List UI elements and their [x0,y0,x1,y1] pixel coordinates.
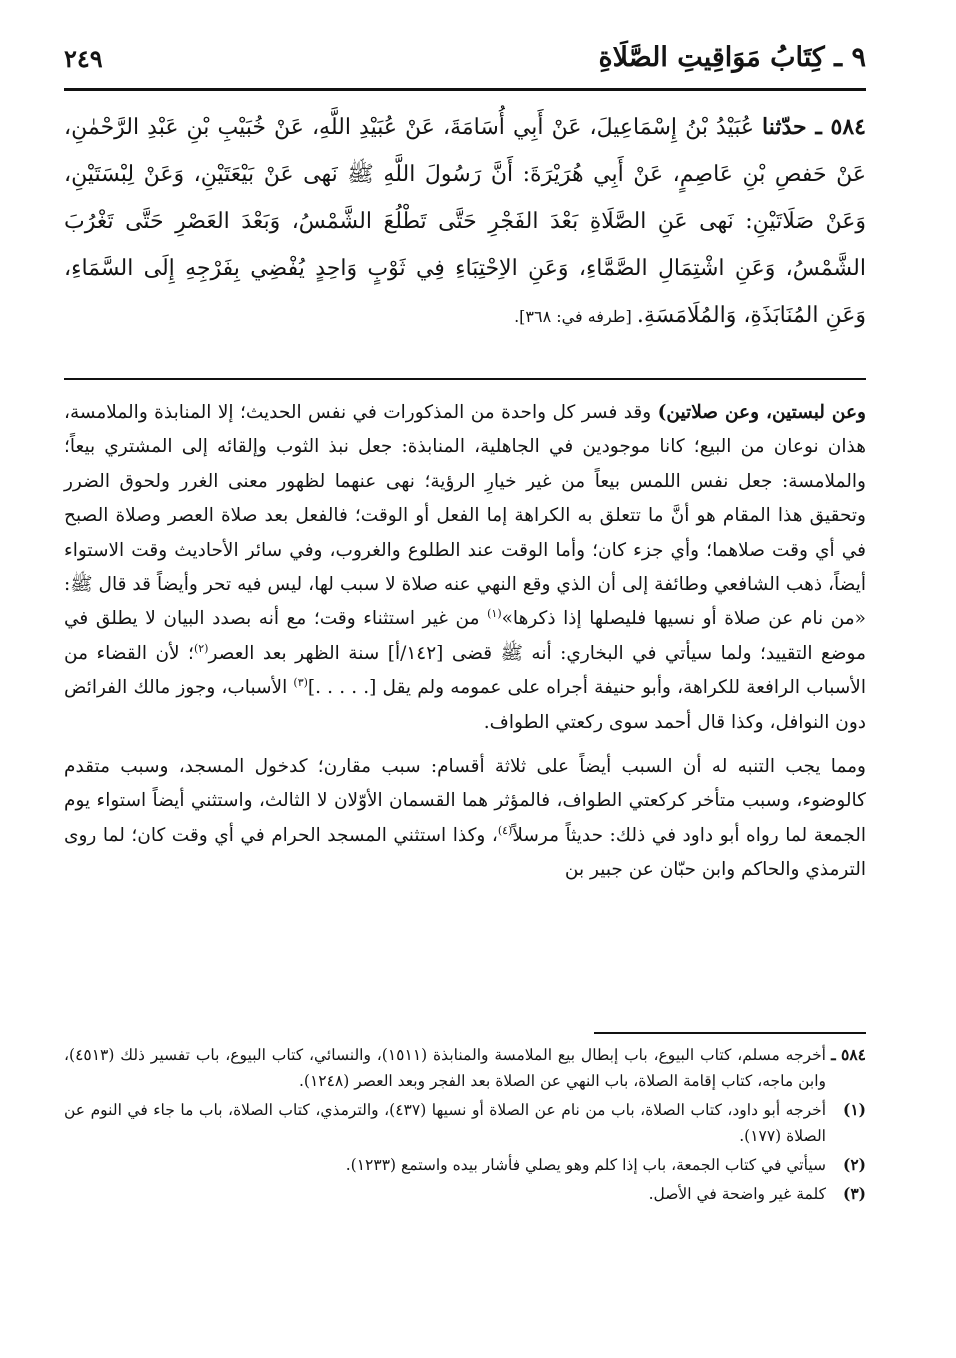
page-number: ٢٤٩ [64,44,103,73]
footnote-mark: ٥٨٤ ـ [831,1045,866,1064]
commentary [64,396,866,888]
section-divider [64,378,866,380]
footnote [64,1042,866,1094]
commentary-text: ، وكذا استثني المسجد الحرام في أي وقت كان؛ لما روى الترمذي والحاكم وابن حبّان عن جبير بن [64,824,866,881]
hadith-text [64,104,866,340]
hadith-cross-reference: [طرفه في: ٣٦٨]. [514,307,637,326]
footnote-mark: (٢) [842,1155,866,1174]
footnote-ref-3: (٣) [293,676,308,690]
commentary-text: وقد فسر كل واحدة من المذكورات في نفس الحديث؛ إلا المنابذة والملامسة، هذان نوعان من البيع؛ كانا موجودين في الجاهلية، المنابذة: جعل نبذ الثوب وإلقائه إلى المشتري بيعاً؛ والملامسة: جعل نفس اللمس بيعاً من غير خيارِ الرؤية؛ نهى عنهما لظهور معنى الغرر ولحوق الضرر وتحقيق هذا المقام هو أنَّ ما تتعلق به الكراهة إما الفعل أو الوقت؛ فالفعل بعد صلاة العصر وصلاة الصبح في أي وقت صلاهما؛ وأي جزء كان؛ وأما الوقت عند الطلوع والغروب، وفي سائر الأحاديث وقت الاستواء أيضاً، ذهب الشافعي وطائفة إلى أن الذي وقع النهي عنه صلاة لا سبب لها، ليس فيه تحر وأيضاً قد قال ﷺ: «من نام عن صلاة أو نسيها فليصلها إذا ذكرها» [64,402,867,630]
footnote-text: كلمة غير واضحة في الأصل. [648,1185,826,1203]
chapter-title: ٩ ـ كِتَابُ مَوَاقِيتِ الصَّلَاةِ [598,42,866,73]
footnote-text: أخرجه أبو داود، كتاب الصلاة، باب من نام عن الصلاة أو نسيها (٤٣٧)، والترمذي، كتاب الصلاة، باب ما جاء في النوم عن الصلاة (١٧٧). [64,1101,827,1145]
commentary-paragraph [64,750,866,888]
footnote-mark: (٣) [842,1184,866,1203]
hadith-number: ٥٨٤ ـ حدّثنا [762,114,866,140]
commentary-text: من غير استثناء وقت؛ مع أنه بصدد البيان لا يطلق في موضع التقييد؛ ولما سيأتي في البخاري: أنه ﷺ قضى [١٤٢/أ] سنة الظهر بعد العصر [64,608,866,664]
commentary-lemma: وعن لبستين، وعن صلاتين) [657,402,866,423]
footnote-text: أخرجه مسلم، كتاب البيوع، باب إبطال بيع الملامسة والمنابذة (١٥١١)، والنسائي، كتاب البيوع، باب تفسير ذلك (٤٥١٣)، وابن ماجه، كتاب إقامة الصلاة، باب النهي عن الصلاة بعد الفجر وبعد العصر (١٢٤٨). [64,1046,826,1090]
commentary-text: ؛ لأن القضاء من الأسباب الرافعة للكراهة، وأبو حنيفة أجراه على عمومه ولم يقل [. . . . .] [64,642,866,699]
footnote-ref-1: (١) [487,607,502,621]
commentary-paragraph [64,396,866,740]
commentary-text: ومما يجب التنبه له أن السبب أيضاً على ثلاثة أقسام: سبب مقارن؛ كدخول المسجد، وسبب متقدم كالوضوء، وسبب متأخر كركعتي الطواف، فالمؤثر هما القسمان الأوّلان لا الثالث، واستثني أيضاً استواء يوم الجمعة لما رواه أبو داود في ذلك: حديثاً مرسلاً [64,756,866,846]
footnotes [64,1042,866,1210]
footnote [64,1097,866,1149]
footnote [64,1152,866,1178]
footnote [64,1181,866,1207]
footnote-mark: (١) [842,1100,866,1119]
footnote-text: سيأتي في كتاب الجمعة، باب إذا كلم وهو يصلي فأشار بيده واستمع (١٢٣٣). [345,1156,826,1174]
footnote-ref-4: (٤) [497,823,513,837]
running-header [64,40,866,84]
footnote-ref-2: (٢) [193,641,209,655]
hadith-body: عُبَيْدُ بْنُ إِسْمَاعِيلَ، عَنْ أَبِي أُسَامَةَ، عَنْ عُبَيْدِ اللَّهِ، عَنْ خُبَيْبِ بْنِ عَبْدِ الرَّحْمٰنِ، عَنْ حَفصِ بْنِ عَاصِمٍ، عَنْ أَبِي هُرَيْرَةَ: أَنَّ رَسُولَ اللَّهِ ﷺ نَهى عَنْ بَيْعَتَيْنِ، وَعَنْ لِبْسَتَيْنِ، وَعَنْ صَلَاتَيْنِ: نَهى عَنِ الصَّلَاةِ بَعْدَ الفَجْرِ حَتَّى تَطْلُعَ الشَّمْسُ، وَبَعْدَ العَصْرِ حَتَّى تَغْرُبَ الشَّمْسُ، وَعَنِ اشْتِمَالِ الصَّمَّاءِ، وَعَنِ الاِحْتِبَاءِ فِي ثَوْبٍ وَاحِدٍ يُفْضِي بِفَرْجِهِ إِلَى السَّمَاءِ، وَعَنِ المُنَابَذَةِ، وَالمُلَامَسَةِ. [64,115,866,328]
footnote-rule [594,1032,866,1034]
commentary-text: الأسباب، وجوز مالك الفرائض دون النوافل، وكذا قال أحمد سوى ركعتي الطواف. [64,677,866,733]
header-rule [64,88,866,91]
